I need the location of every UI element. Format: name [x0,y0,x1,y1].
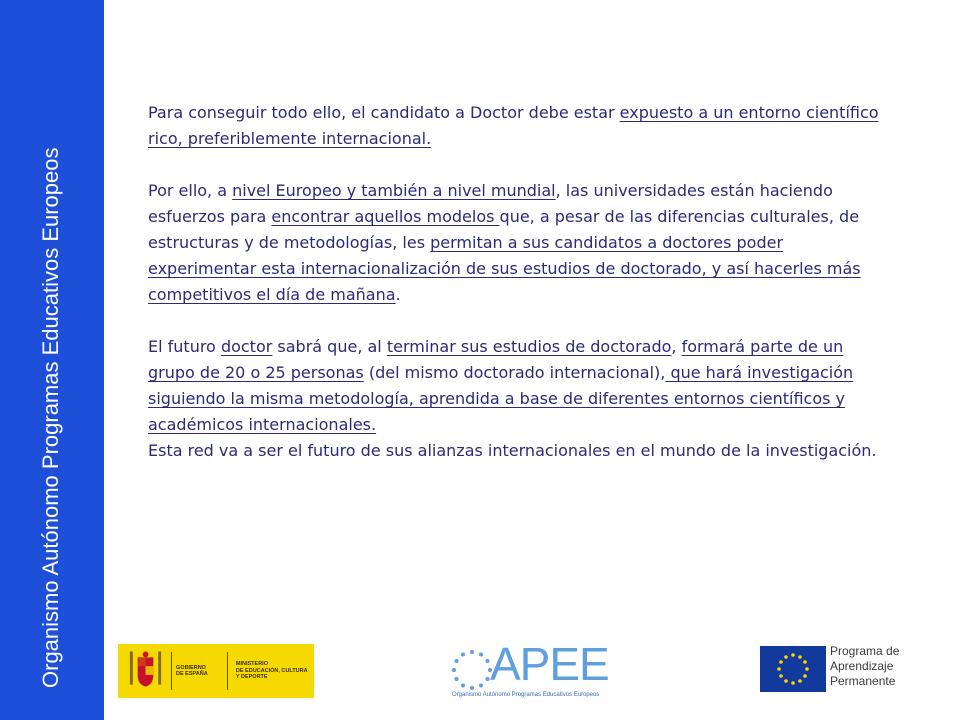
coat-of-arms-icon [126,649,165,693]
spacer [148,308,888,334]
ministerio-text: MINISTERIO DE EDUCACIÓN, CULTURA Y DEPORTE [235,661,308,681]
paragraph-3-underlined-1: doctor [220,337,273,356]
paragraph-1 [148,100,888,152]
apee-logo [448,638,620,704]
spacer [148,152,888,178]
paragraph-3-text-3: , [671,337,682,356]
logo-separator [171,652,172,690]
paragraph-3-underlined-3: formará parte de un grupo de 20 o 25 personas [148,337,844,382]
eu-programme-logo [758,644,928,700]
paragraph-3-text-1: El futuro [148,337,221,356]
eu-programme-text: Programa de Aprendizaje Permanente [830,644,900,688]
paragraph-2-text-4: . [395,285,401,304]
sidebar-title: Organismo Autónomo Programas Educativos Europeos [38,147,63,688]
paragraph-2-underlined-3: permitan a sus candidatos a doctores poder experimentar esta internacionalización de sus estudios de doctorado, y así hacerles más competitivos el día de mañana [148,233,861,304]
paragraph-3-text-2: sabrá que, al [272,337,387,356]
apee-subtitle: Organismo Autónomo Programas Educativos Europeos [452,692,600,698]
apee-wordmark: APEE [490,638,609,690]
main-content [148,100,888,464]
logo-separator [227,652,228,690]
paragraph-4: Esta red va a ser el futuro de sus alianzas internacionales en el mundo de la investigación. [148,441,877,460]
paragraph-3-underlined-2: terminar sus estudios de doctorado [386,337,672,356]
paragraph-1-underlined: expuesto a un entorno científico rico, preferiblemente internacional. [148,103,879,148]
gobierno-logo [118,644,314,698]
paragraph-2 [148,178,888,308]
paragraph-1-text: Para conseguir todo ello, el candidato a Doctor debe estar [148,103,620,122]
footer-logos [104,630,960,710]
paragraph-2-text-3: que, a pesar de las diferencias culturales, de estructuras y de metodologías, les [148,207,860,252]
paragraph-2-text-2: , las universidades están haciendo esfuerzos para [148,181,833,226]
star-circle-icon [450,648,494,692]
paragraph-3 [148,334,888,438]
paragraph-2-underlined-2: encontrar aquellos modelos [271,207,500,226]
paragraph-3-underlined-4: que hará investigación siguiendo la misma metodología, aprendida a base de diferentes entornos científicos y académicos internacionales. [148,363,854,434]
paragraph-2-underlined-1: nivel Europeo y también a nivel mundial [232,181,556,200]
sidebar [0,0,104,720]
paragraph-2-text-1: Por ello, a [148,181,233,200]
paragraph-3-text-4: (del mismo doctorado internacional), [363,363,666,382]
gobierno-text: GOBIERNO DE ESPAÑA [176,664,208,677]
eu-flag-icon [760,646,826,692]
